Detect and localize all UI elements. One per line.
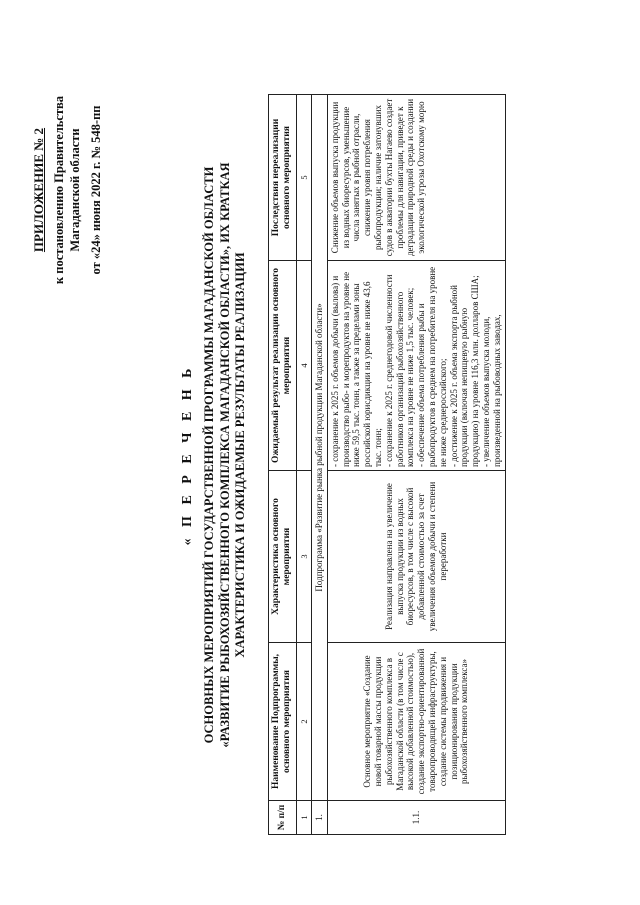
document-heading (180, 65, 249, 845)
approval-line-1: к постановлению Правительства (51, 95, 66, 285)
document-title: « П Е Р Е Ч Е Н Ь (180, 364, 195, 546)
column-number: 3 (296, 471, 311, 643)
header-name: Наименование Подпрограммы, основного мероприятия (269, 643, 297, 801)
row-number: 1.1. (327, 801, 505, 835)
result-item: - сохранение к 2025 г. среднегодовой численности работников организаций рыбохозяйственного комплекса на уровне не ниже 1,5 тыс. человек; (383, 274, 416, 467)
table-row (327, 95, 505, 835)
appendix-title: ПРИЛОЖЕНИЕ № 2 (31, 127, 46, 253)
result-item: - увеличение объемов выпуска молоди, произведенной на рыбоводных заводах, (480, 314, 502, 467)
subprogram-row (311, 95, 327, 835)
subprogram-number: 1. (311, 801, 327, 835)
column-number-row (296, 95, 311, 835)
column-number: 5 (296, 95, 311, 261)
measure-characteristic: Реализация направлена на увеличение выпуска продукции из водных биоресурсов, в том числе с высокой добавленной стоимостью за счет увеличения объемов добычи и степени переработки (327, 471, 505, 643)
column-number: 2 (296, 643, 311, 801)
header-characteristic: Характеристика основного мероприятия (269, 471, 297, 643)
subprogram-title: Подпрограмма «Развитие рынка рыбной продукции Магаданской области» (311, 95, 327, 801)
column-number: 4 (296, 261, 311, 471)
result-item: - обеспечение объема потребления рыбы и рыбопродуктов в среднем на потребителя на уровне не ниже среднероссийского; (416, 266, 448, 467)
header-consequences: Последствия нереализации основного мероприятия (269, 95, 297, 261)
header-result: Ожидаемый результат реализации основного мероприятия (269, 261, 297, 471)
measure-name: Основное мероприятие «Создание новой товарной массы продукции рыбохозяйственного комплекса в Магаданской области (в том числе с высокой добавленной стоимостью), создание экспортно-ориентированной товаропроводящей инфраструктуры, создание системы продвижения и позиционирования продукции рыбохозяйственного комплекса» (327, 643, 505, 801)
result-item: - сохранение к 2025 г. объемов добычи (вылова) и производство рыбо- и морепродуктов на уровне не ниже 59,5 тыс. тонн, а также за пределами зоны российской юрисдикции на уровне не ниже 43,6 тыс. тонн; (329, 271, 383, 467)
header-number: № п/п (269, 801, 297, 835)
measures-table (268, 94, 506, 835)
result-item: - достижение к 2025 г. объема экспорта рыбной продукции (включая непищевую рыбную продукцию) на уровне 116,3 млн. долларов США; (448, 275, 481, 467)
heading-line-3: ХАРАКТЕРИСТИКА И ОЖИДАЕМЫЕ РЕЗУЛЬТАТЫ РЕАЛИЗАЦИИ (233, 252, 248, 658)
heading-line-2: «РАЗВИТИЕ РЫБОХОЗЯЙСТВЕННОГО КОМПЛЕКСА МАГАДАНСКОЙ ОБЛАСТИ», ИХ КРАТКАЯ (217, 162, 232, 748)
table-header-row (269, 95, 297, 835)
approval-date-line: от «24» июня 2022 г. № 548-пп (89, 105, 104, 275)
approval-block (30, 40, 105, 340)
heading-line-1: ОСНОВНЫХ МЕРОПРИЯТИЙ ГОСУДАРСТВЕННОЙ ПРОГРАММЫ МАГАДАНСКОЙ ОБЛАСТИ (202, 166, 216, 744)
column-number: 1 (296, 801, 311, 835)
approval-line-2: Магаданской области (68, 128, 83, 252)
expected-results (327, 261, 505, 471)
nonimplementation-consequences: Снижение объемов выпуска продукции из водных биоресурсов, уменьшение числа занятых в рыбной отрасли, снижение уровня потребления рыбопродукции; наличие затонувших судов в акватории бухты Нагаево создает проблемы для навигации, приведет к деградации природной среды и создании экологической угрозы Охотскому морю (327, 95, 505, 261)
